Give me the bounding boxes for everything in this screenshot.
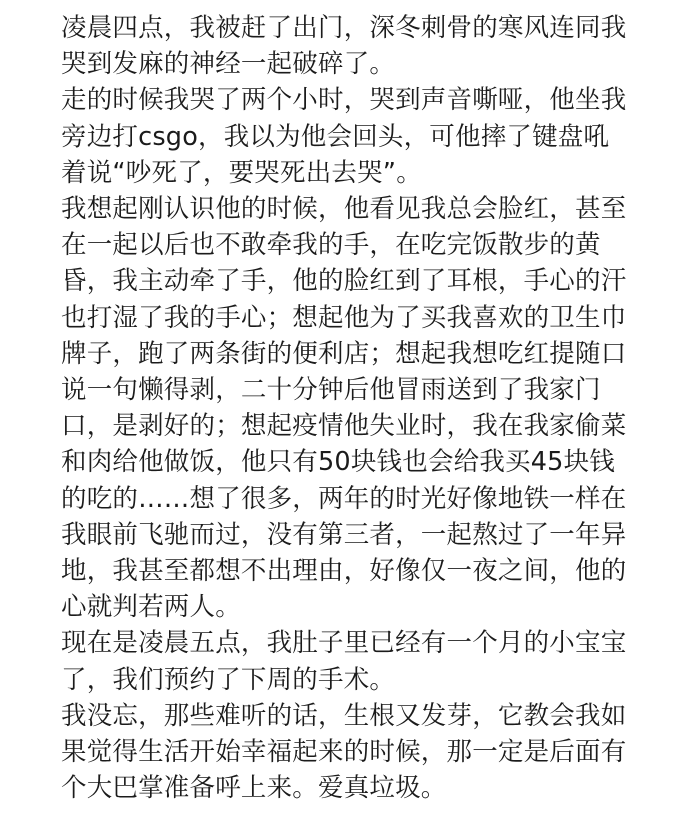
post-body bbox=[61, 10, 631, 806]
paragraph-2: 走的时候我哭了两个小时，哭到声音嘶哑，他坐我旁边打csgo，我以为他会回头，可他摔了键盘吼着说“吵死了，要哭死出去哭”。 bbox=[61, 85, 627, 188]
paragraph-3: 我想起刚认识他的时候，他看见我总会脸红，甚至在一起以后也不敢牵我的手，在吃完饭散步的黄昏，我主动牵了手，他的脸红到了耳根，手心的汗也打湿了我的手心；想起他为了买我喜欢的卫生巾牌子，跑了两条街的便利店；想起我想吃红提随口说一句懒得剥，二十分钟后他冒雨送到了我家门口，是剥好的；想起疫情他失业时，我在我家偷菜和肉给他做饭，他只有50块钱也会给我买45块钱的吃的……想了很多，两年的时光好像地铁一样在我眼前飞驰而过，没有第三者，一起熬过了一年异地，我甚至都想不出理由，好像仅一夜之间，他的心就判若两人。 bbox=[61, 194, 627, 623]
paragraph-1: 凌晨四点，我被赶了出门，深冬刺骨的寒风连同我哭到发麻的神经一起破碎了。 bbox=[61, 13, 627, 80]
paragraph-4: 现在是凌晨五点，我肚子里已经有一个月的小宝宝了，我们预约了下周的手术。 bbox=[61, 628, 627, 695]
paragraph-5: 我没忘，那些难听的话，生根又发芽，它教会我如果觉得生活开始幸福起来的时候，那一定是后面有个大巴掌准备呼上来。爱真垃圾。 bbox=[61, 700, 627, 804]
